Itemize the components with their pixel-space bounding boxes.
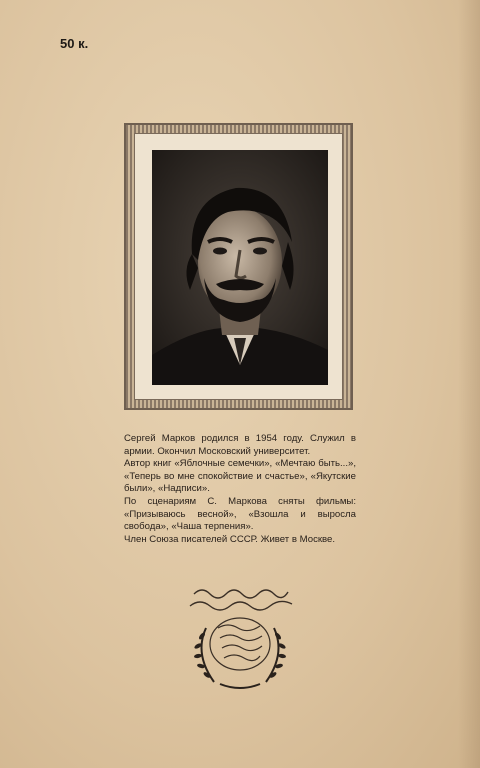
author-portrait-photo xyxy=(152,150,328,385)
publisher-logo-icon xyxy=(180,584,300,696)
bio-paragraph: Сергей Марков родился в 1954 году. Служил в армии. Окончил Московский университет. xyxy=(124,433,356,457)
author-portrait-illustration xyxy=(152,150,328,385)
author-biography xyxy=(124,433,356,546)
bio-paragraph: Член Союза писателей СССР. Живет в Москве. xyxy=(124,533,336,545)
price-label: 50 к. xyxy=(60,36,89,51)
bio-paragraph: По сценариям С. Маркова сняты фильмы: «Призываюсь весной», «Взошла и выросла свобода», «Чаша терпения». xyxy=(124,495,356,533)
bio-paragraph: Автор книг «Яблочные семечки», «Мечтаю быть...», «Теперь во мне спокойствие и счастье», «Якутские были», «Надписи». xyxy=(124,458,356,495)
publisher-emblem xyxy=(180,584,300,696)
page-edge-shadow xyxy=(458,0,480,768)
